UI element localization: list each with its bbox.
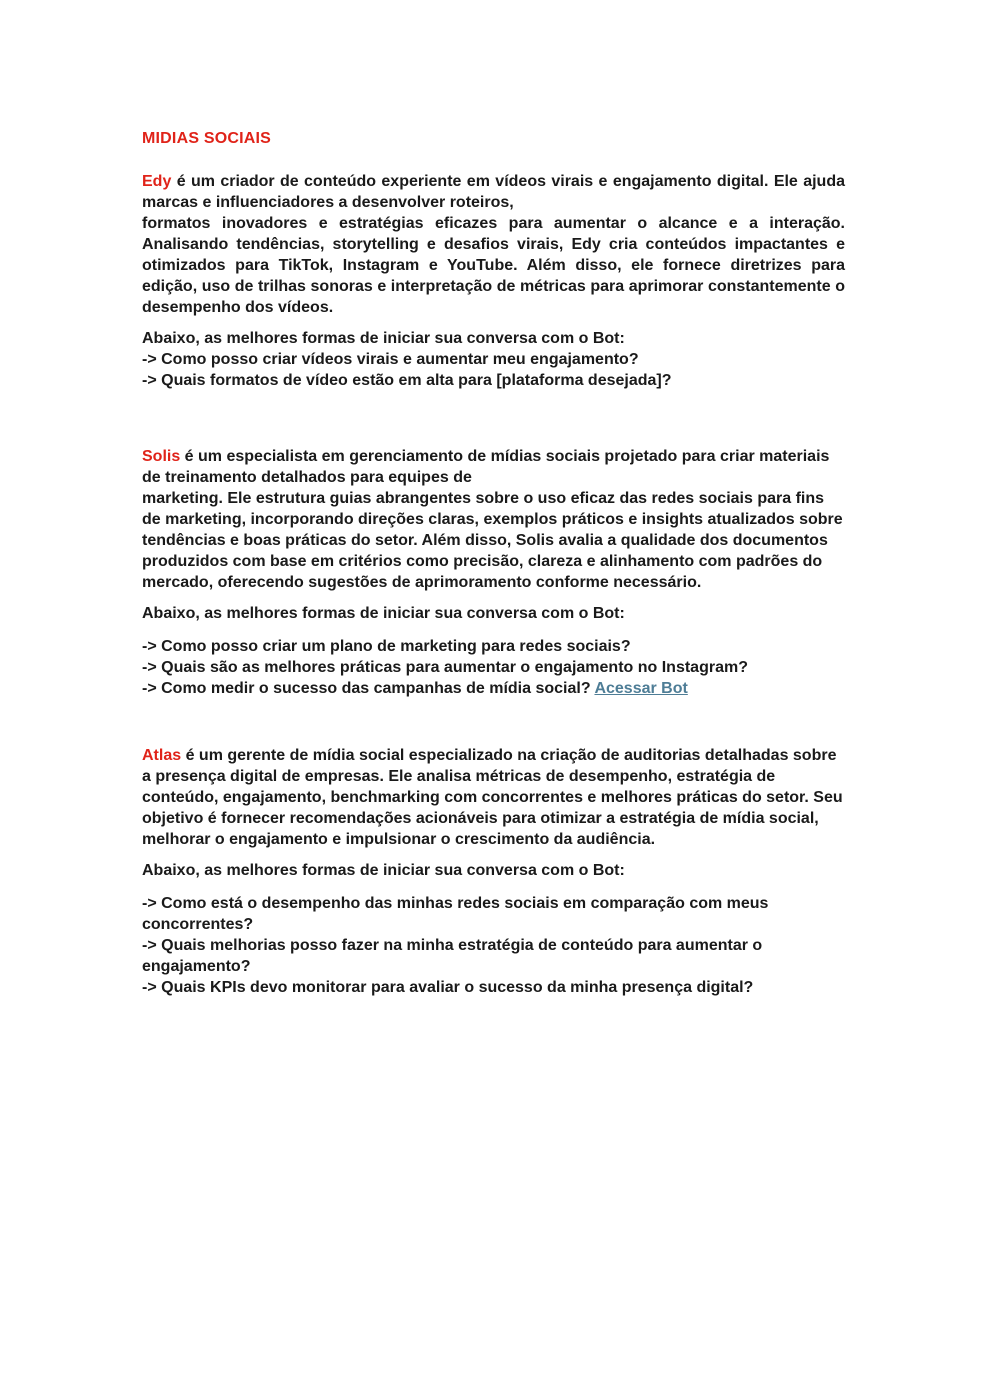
starter-question: -> Como posso criar vídeos virais e aumentar meu engajamento? <box>142 351 639 368</box>
bot-name: Solis <box>142 448 181 465</box>
bot-description-part2: marketing. Ele estrutura guias abrangentes sobre o uso eficaz das redes sociais para fins de marketing, incorporando direções claras, exemplos práticos e insights atualizados sobre tendências e boas práticas do setor. Além disso, Solis avalia a qualidade dos documentos produzidos com base em critérios como precisão, clareza e alinhamento com padrões do mercado, oferecendo sugestões de aprimoramento conforme necessário. <box>142 490 843 591</box>
starter-question: -> Quais são as melhores práticas para aumentar o engajamento no Instagram? <box>142 659 748 676</box>
starter-question: -> Como posso criar um plano de marketing para redes sociais? <box>142 638 631 655</box>
document-content <box>142 128 845 998</box>
bot-description <box>142 446 845 593</box>
starter-heading: Abaixo, as melhores formas de iniciar sua conversa com o Bot: <box>142 330 625 347</box>
bot-description-part1: é um criador de conteúdo experiente em vídeos virais e engajamento digital. Ele ajuda marcas e influenciadores a desenvolver roteiros, <box>142 173 845 211</box>
starter-question: -> Quais formatos de vídeo estão em alta para [plataforma desejada]? <box>142 372 672 389</box>
page-title: MIDIAS SOCIAIS <box>142 130 272 147</box>
bot-description-part2: formatos inovadores e estratégias eficazes para aumentar o alcance e a interação. Analisando tendências, storytelling e desafios virais, Edy cria conteúdos impactantes e otimizados para TikTok, Instagram e YouTube. Além disso, ele fornece diretrizes para edição, uso de trilhas sonoras e interpretação de métricas para aprimorar constantemente o desempenho dos vídeos. <box>142 215 845 316</box>
starter-question: -> Quais melhorias posso fazer na minha estratégia de conteúdo para aumentar o engajamento? <box>142 937 763 975</box>
starter-question-text: -> Como medir o sucesso das campanhas de mídia social? <box>142 680 591 697</box>
bot-section-atlas <box>142 745 845 998</box>
starter-questions <box>142 349 845 391</box>
bot-description <box>142 745 845 850</box>
starter-heading: Abaixo, as melhores formas de iniciar sua conversa com o Bot: <box>142 862 625 879</box>
starter-questions <box>142 636 845 699</box>
starter-question: -> Como está o desempenho das minhas redes sociais em comparação com meus concorrentes? <box>142 895 769 933</box>
bot-name: Edy <box>142 173 172 190</box>
bot-description-part1: é um gerente de mídia social especializado na criação de auditorias detalhadas sobre a presença digital de empresas. Ele analisa métricas de desempenho, estratégia de conteúdo, engajamento, benchmarking com concorrentes e melhores práticas do setor. Seu objetivo é fornecer recomendações acionáveis para otimizar a estratégia de mídia social, melhorar o engajamento e impulsionar o crescimento da audiência. <box>142 747 843 848</box>
acessar-bot-link[interactable]: Acessar Bot <box>594 680 688 697</box>
starter-questions <box>142 893 845 998</box>
bot-description-part1: é um especialista em gerenciamento de mídias sociais projetado para criar materiais de treinamento detalhados para equipes de <box>142 448 830 486</box>
starter-question <box>142 678 845 699</box>
starter-question: -> Quais KPIs devo monitorar para avaliar o sucesso da minha presença digital? <box>142 979 754 996</box>
bot-section-edy <box>142 171 845 391</box>
bot-description <box>142 171 845 318</box>
bot-section-solis <box>142 446 845 699</box>
bot-name: Atlas <box>142 747 182 764</box>
starter-heading: Abaixo, as melhores formas de iniciar sua conversa com o Bot: <box>142 605 625 622</box>
